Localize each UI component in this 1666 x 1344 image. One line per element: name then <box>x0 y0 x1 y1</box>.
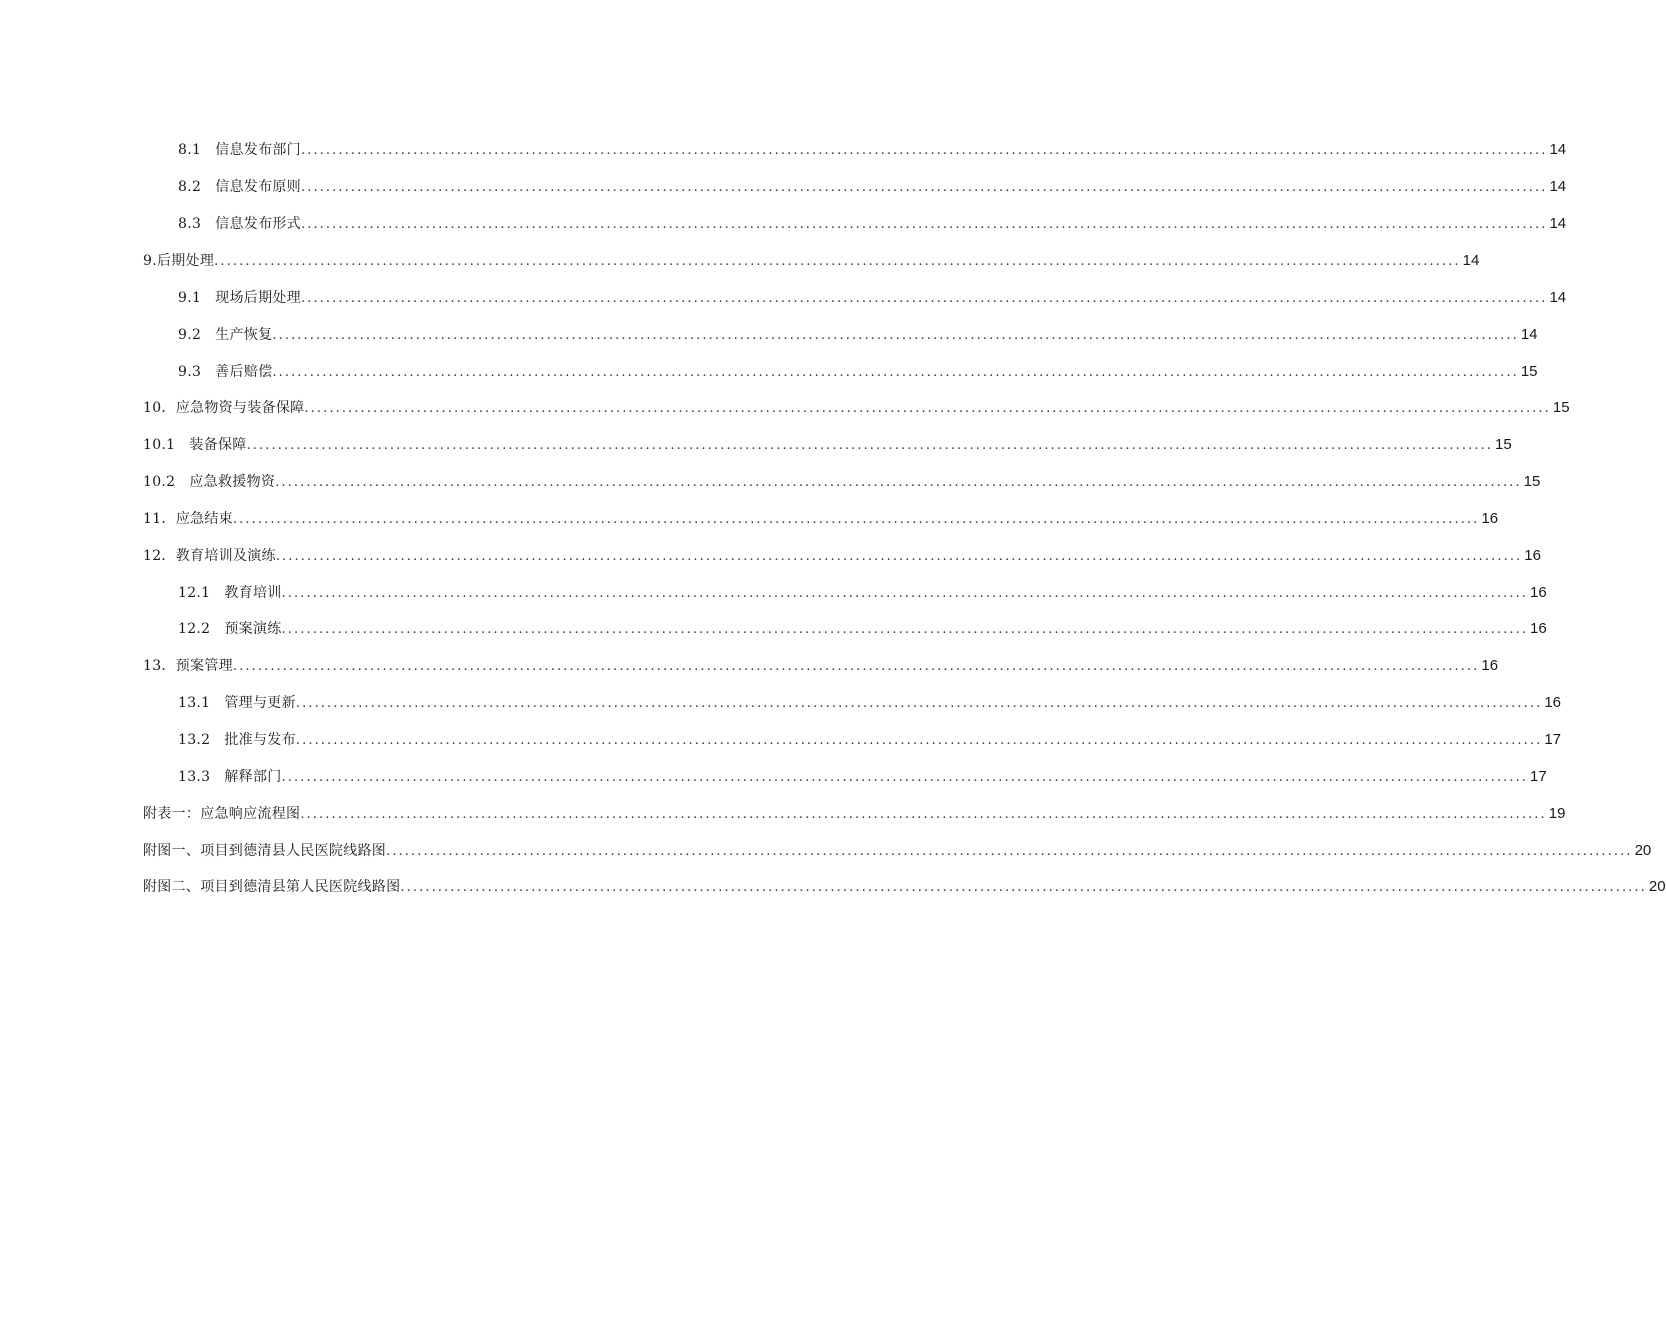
toc-entry[interactable] <box>0 691 1562 715</box>
toc-entry-label <box>178 691 296 715</box>
toc-entry-title: 现场后期处理 <box>215 290 301 306</box>
toc-leader-dots: ........................................................................................................................................................................................................ <box>281 770 1529 785</box>
toc-page-number: 15 <box>1520 363 1538 380</box>
toc-leader-dots: ........................................................................................................................................................................................................ <box>232 512 1480 527</box>
toc-entry[interactable] <box>0 396 1570 420</box>
toc-entry-title: 信息发布原则 <box>215 179 301 195</box>
toc-page-number: 16 <box>1544 694 1562 711</box>
toc-entry-label <box>143 875 400 899</box>
toc-leader-dots: ........................................................................................................................................................................................................ <box>275 549 1523 564</box>
toc-entry-label <box>178 360 272 384</box>
toc-entry[interactable] <box>0 728 1562 752</box>
toc-entry-number: 10.2 <box>143 474 176 490</box>
toc-entry[interactable] <box>0 617 1547 641</box>
toc-entry-title: 11．应急结束 <box>143 511 233 527</box>
toc-entry-number: 8.1 <box>178 142 202 158</box>
toc-page-number: 16 <box>1481 510 1499 527</box>
toc-entry-title: 12．教育培训及演练 <box>143 548 276 564</box>
toc-entry[interactable] <box>0 175 1567 199</box>
toc-entry[interactable] <box>0 654 1499 678</box>
toc-entry-label <box>178 617 282 641</box>
toc-entry[interactable] <box>0 323 1538 347</box>
toc-page-number: 16 <box>1530 620 1547 637</box>
toc-entry[interactable] <box>0 249 1480 273</box>
toc-entry-label <box>143 249 214 273</box>
toc-entry[interactable] <box>0 581 1547 605</box>
toc-leader-dots: ........................................................................................................................................................................................................ <box>295 733 1543 748</box>
toc-entry-label <box>143 470 275 494</box>
toc-leader-dots: ........................................................................................................................................................................................................ <box>295 696 1543 711</box>
toc-entry-title: 附图二、项目到德清县第人民医院线路图 <box>143 879 401 895</box>
toc-leader-dots: ........................................................................................................................................................................................................ <box>246 438 1494 453</box>
toc-entry-title: 善后赔偿 <box>215 364 273 380</box>
toc-entry-number: 9.2 <box>178 327 202 343</box>
toc-entry[interactable] <box>0 138 1567 162</box>
toc-page-number: 20 <box>1648 878 1666 895</box>
toc-leader-dots: ........................................................................................................................................................................................................ <box>304 401 1551 416</box>
toc-leader-dots: ........................................................................................................................................................................................................ <box>300 217 1548 232</box>
toc-page-number: 14 <box>1520 326 1538 343</box>
toc-entry-label <box>178 765 282 789</box>
toc-entry-label <box>143 396 304 420</box>
toc-page-number: 15 <box>1552 399 1570 416</box>
toc-entry-label <box>178 212 301 236</box>
toc-page-number: 15 <box>1495 436 1512 453</box>
toc-entry-number: 13.3 <box>178 769 211 785</box>
toc-entry-number: 8.2 <box>178 179 202 195</box>
toc-entry-number: 9.1 <box>178 290 202 306</box>
toc-leader-dots: ........................................................................................................................................................................................................ <box>281 622 1529 637</box>
toc-entry[interactable] <box>0 433 1512 457</box>
toc-leader-dots: ........................................................................................................................................................................................................ <box>272 365 1519 380</box>
toc-entry[interactable] <box>0 544 1541 568</box>
toc-entry[interactable] <box>0 839 1652 863</box>
toc-leader-dots: ........................................................................................................................................................................................................ <box>275 475 1522 490</box>
toc-entry-label <box>178 175 301 199</box>
toc-entry-label <box>178 581 282 605</box>
toc-entry-label <box>143 544 276 568</box>
toc-entry-number: 10.1 <box>143 437 176 453</box>
toc-entry-title: 教育培训 <box>224 585 282 601</box>
toc-entry[interactable] <box>0 765 1547 789</box>
toc-entry[interactable] <box>0 802 1566 826</box>
toc-entry-title: 附图一、项目到德清县人民医院线路图 <box>143 843 387 859</box>
toc-page-number: 17 <box>1530 768 1547 785</box>
toc-entry-number: 12.1 <box>178 585 211 601</box>
toc-entry-title: 应急救援物资 <box>189 474 276 490</box>
toc-entry-title: 预案演练 <box>224 621 282 637</box>
toc-leader-dots: ........................................................................................................................................................................................................ <box>300 807 1547 822</box>
toc-leader-dots: ........................................................................................................................................................................................................ <box>300 143 1548 158</box>
toc-entry-title: 13．预案管理 <box>143 658 233 674</box>
toc-entry[interactable] <box>0 212 1567 236</box>
toc-leader-dots: ........................................................................................................................................................................................................ <box>400 880 1647 895</box>
toc-leader-dots: ........................................................................................................................................................................................................ <box>281 586 1529 601</box>
toc-entry-number: 12.2 <box>178 621 211 637</box>
toc-page-number: 14 <box>1549 215 1567 232</box>
toc-page-number: 19 <box>1548 805 1566 822</box>
toc-entry-label <box>143 654 233 678</box>
toc-page-number: 16 <box>1481 657 1499 674</box>
toc-entry-title: 装备保障 <box>189 437 247 453</box>
toc-entry-title: 管理与更新 <box>224 695 296 711</box>
toc-entry-number: 8.3 <box>178 216 202 232</box>
toc-entry-title: 信息发布部门 <box>215 142 301 158</box>
toc-page-number: 16 <box>1524 547 1541 564</box>
toc-page-number: 14 <box>1549 289 1567 306</box>
toc-entry-label <box>143 802 300 826</box>
toc-entry-label <box>178 286 301 310</box>
toc-leader-dots: ........................................................................................................................................................................................................ <box>300 180 1548 195</box>
toc-page-number: 20 <box>1634 842 1652 859</box>
toc-entry-title: 生产恢复 <box>215 327 273 343</box>
toc-entry-number: 9.3 <box>178 364 202 380</box>
toc-leader-dots: ........................................................................................................................................................................................................ <box>232 659 1480 674</box>
toc-page-number: 17 <box>1544 731 1562 748</box>
toc-page-number: 16 <box>1530 584 1547 601</box>
toc-leader-dots: ........................................................................................................................................................................................................ <box>214 254 1461 269</box>
toc-leader-dots: ........................................................................................................................................................................................................ <box>300 291 1548 306</box>
toc-entry-title: 10．应急物资与装备保障 <box>143 400 305 416</box>
toc-entry-title: 9.后期处理 <box>143 253 215 269</box>
toc-entry-label <box>178 138 301 162</box>
toc-entry[interactable] <box>0 470 1541 494</box>
toc-entry-label <box>143 507 233 531</box>
toc-entry[interactable] <box>0 286 1567 310</box>
toc-entry-title: 批准与发布 <box>224 732 296 748</box>
toc-entry-label <box>178 728 296 752</box>
toc-page-number: 14 <box>1462 252 1480 269</box>
toc-entry[interactable] <box>0 875 1666 899</box>
toc-page-number: 14 <box>1549 178 1567 195</box>
toc-page-number: 15 <box>1523 473 1541 490</box>
toc-entry-label <box>143 839 386 863</box>
toc-leader-dots: ........................................................................................................................................................................................................ <box>272 328 1519 343</box>
toc-entry-title: 解释部门 <box>224 769 282 785</box>
toc-entry-label <box>143 433 247 457</box>
toc-entry-number: 13.2 <box>178 732 211 748</box>
toc-entry[interactable] <box>0 507 1499 531</box>
toc-entry-number: 13.1 <box>178 695 211 711</box>
toc-page-number: 14 <box>1549 141 1567 158</box>
toc-entry[interactable] <box>0 360 1538 384</box>
toc-entry-title: 信息发布形式 <box>215 216 301 232</box>
toc-entry-title: 附表一：应急响应流程图 <box>143 806 301 822</box>
toc-entry-label <box>178 323 272 347</box>
toc-leader-dots: ........................................................................................................................................................................................................ <box>386 844 1633 859</box>
